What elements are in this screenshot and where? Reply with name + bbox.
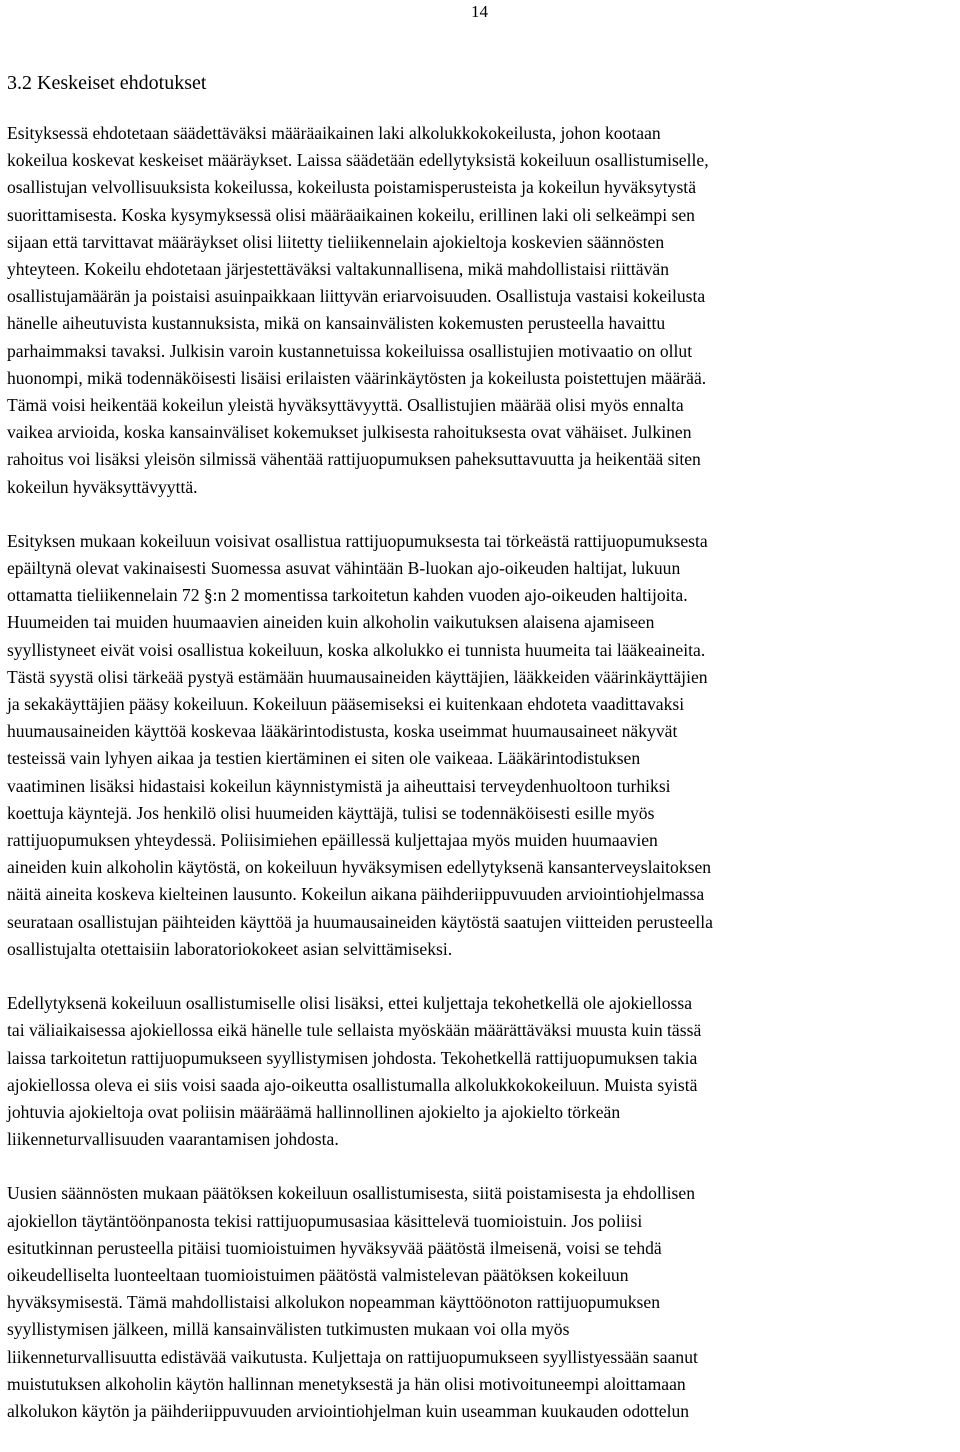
text-line: ottamatta tieliikennelain 72 §:n 2 momentissa tarkoitetun kahden vuoden ajo-oikeuden haltijoita. (7, 585, 688, 606)
text-line: tai väliaikaisessa ajokiellossa eikä hänelle tule sellaista myöskään määrättäväksi muusta kuin tässä (7, 1020, 702, 1041)
text-line: testeissä vain lyhyen aikaa ja testien kiertäminen ei siten ole vaikeaa. Lääkärintodistuksen (7, 748, 641, 769)
text-line: näitä aineita koskeva kielteinen lausunto. Kokeilun aikana päihderiippuvuuden arviointiohjelmassa (7, 884, 705, 905)
paragraph-4 (7, 1180, 957, 1425)
text-line: vaatiminen lisäksi hidastaisi kokeilun käynnistymistä ja aiheuttaisi terveydenhuoltoon turhiksi (7, 775, 671, 796)
text-line: muistutuksen alkoholin käytön hallinnan menetyksestä ja hän olisi motivoituneempi aloittamaan (7, 1373, 686, 1394)
text-line: huumausaineiden käyttöä koskevaa lääkärintodistusta, koska useimmat huumausaineet näkyvät (7, 721, 678, 742)
text-line: esitutkinnan perusteella pitäisi tuomioistuimen hyväksyvää päätöstä ilmeisenä, voisi se tehdä (7, 1237, 662, 1258)
text-line: johtuvia ajokieltoja ovat poliisin määräämä hallinnollinen ajokielto ja ajokielto törkeän (7, 1101, 621, 1122)
text-line: Esityksen mukaan kokeiluun voisivat osallistua rattijuopumuksesta tai törkeästä rattijuopumuksesta (7, 530, 708, 551)
text-line: huonompi, mikä todennäköisesti lisäisi erilaisten väärinkäytösten ja kokeilusta poistettujen määrää. (7, 367, 707, 388)
paragraph-2 (7, 528, 957, 963)
text-line: laissa tarkoitetun rattijuopumukseen syyllistymisen johdosta. Tekohetkellä rattijuopumuksen takia (7, 1047, 698, 1068)
text-line: kokeilua koskevat keskeiset määräykset. Laissa säädetään edellytyksistä kokeiluun osallistumiselle, (7, 150, 709, 171)
text-line: epäiltynä olevat vakinaisesti Suomessa asuvat vähintään B-luokan ajo-oikeuden haltijat, lukuun (7, 558, 681, 579)
body-text (7, 120, 957, 1452)
text-line: liikenneturvallisuutta edistävää vaikutusta. Kuljettaja on rattijuopumukseen syyllistyessään saanut (7, 1346, 698, 1367)
text-line: osallistujalta otettaisiin laboratoriokokeet asian selvittämiseksi. (7, 938, 453, 959)
text-line: Huumeiden tai muiden huumaavien aineiden kuin alkoholin vaikutuksen alaisena ajamiseen (7, 612, 655, 633)
text-line: osallistujamäärän ja poistaisi asuinpaikkaan liittyvän eriarvoisuuden. Osallistuja vastaisi kokeilusta (7, 286, 706, 307)
text-line: hänelle aiheutuvista kustannuksista, mikä on kansainvälisten kokemusten perusteella havaittu (7, 313, 666, 334)
section-heading: 3.2 Keskeiset ehdotukset (7, 72, 207, 94)
text-line: rattijuopumuksen yhteydessä. Poliisimiehen epäillessä kuljettajaa myös muiden huumaavien (7, 830, 658, 851)
text-line: kokeilun hyväksyttävyyttä. (7, 476, 198, 497)
text-line: vaikea arvioida, koska kansainväliset kokemukset julkisesta rahoituksesta ovat vähäiset. Julkinen (7, 422, 692, 443)
text-line: rahoitus voi lisäksi yleisön silmissä vähentää rattijuopumuksen paheksuttavuutta ja heikentää siten (7, 449, 701, 470)
text-line: ja sekakäyttäjien pääsy kokeiluun. Kokeiluun pääsemiseksi ei kuitenkaan ehdoteta vaadittavaksi (7, 694, 685, 715)
text-line: aineiden kuin alkoholin käytöstä, on kokeiluun hyväksymisen edellytyksenä kansanterveyslaitoksen (7, 857, 712, 878)
text-line: syyllistymisen jälkeen, millä kansainvälisten tutkimusten mukaan voi olla myös (7, 1319, 570, 1340)
text-line: osallistujan velvollisuuksista kokeilussa, kokeilusta poistamisperusteista ja kokeilun hyväksytystä (7, 177, 697, 198)
page-number: 14 (471, 2, 488, 21)
paragraph-1 (7, 120, 957, 501)
text-line: koettuja käyntejä. Jos henkilö olisi huumeiden käyttäjä, tulisi se todennäköisesti esille myös (7, 802, 655, 823)
text-line: parhaimmaksi tavaksi. Julkisin varoin kustannetuissa kokeiluissa osallistujien motivaatio on ollut (7, 340, 693, 361)
text-line: liikenneturvallisuuden vaarantamisen johdosta. (7, 1129, 339, 1150)
text-line: ajokiellon täytäntöönpanosta tekisi rattijuopumusasiaa käsittelevä tuomioistuin. Jos poliisi (7, 1210, 643, 1231)
text-line: ajokiellossa oleva ei siis voisi saada ajo-oikeutta osallistumalla alkolukkokokeiluun. Muista syistä (7, 1074, 698, 1095)
text-line: Edellytyksenä kokeiluun osallistumiselle olisi lisäksi, ettei kuljettaja tekohetkellä ole ajokiellossa (7, 993, 693, 1014)
text-line: sijaan että tarvittavat määräykset olisi liitetty tieliikennelain ajokieltoja koskevien säännösten (7, 231, 665, 252)
text-line: Uusien säännösten mukaan päätöksen kokeiluun osallistumisesta, siitä poistamisesta ja ehdollisen (7, 1183, 695, 1204)
text-line: hyväksymisestä. Tämä mahdollistaisi alkolukon nopeamman käyttöönoton rattijuopumuksen (7, 1292, 660, 1313)
text-line: alkolukon käytön ja päihderiippuvuuden arviointiohjelman kuin useamman kuukauden odottelun (7, 1400, 690, 1421)
text-line: suorittamisesta. Koska kysymyksessä olisi määräaikainen kokeilu, erillinen laki oli selkeämpi sen (7, 204, 695, 225)
text-line: seurataan osallistujan päihteiden käyttöä ja huumausaineiden käytöstä saatujen viitteiden perusteella (7, 911, 713, 932)
text-line: Tästä syystä olisi tärkeää pystyä estämään huumausaineiden käyttäjien, lääkkeiden väärinkäyttäjien (7, 666, 708, 687)
text-line: yhteyteen. Kokeilu ehdotetaan järjestettäväksi valtakunnallisena, mikä mahdollistaisi riittävän (7, 259, 670, 280)
text-line: Esityksessä ehdotetaan säädettäväksi määräaikainen laki alkolukkokokeilusta, johon kootaan (7, 123, 661, 143)
text-line: Tämä voisi heikentää kokeilun yleistä hyväksyttävyyttä. Osallistujien määrää olisi myös ennalta (7, 395, 684, 416)
text-line: syyllistyneet eivät voisi osallistua kokeiluun, koska alkolukko ei tunnista huumeita tai lääkeaineita. (7, 639, 706, 660)
paragraph-3 (7, 990, 957, 1153)
text-line: oikeudelliselta luonteeltaan tuomioistuimen päätöstä valmistelevan päätöksen kokeiluun (7, 1264, 629, 1285)
